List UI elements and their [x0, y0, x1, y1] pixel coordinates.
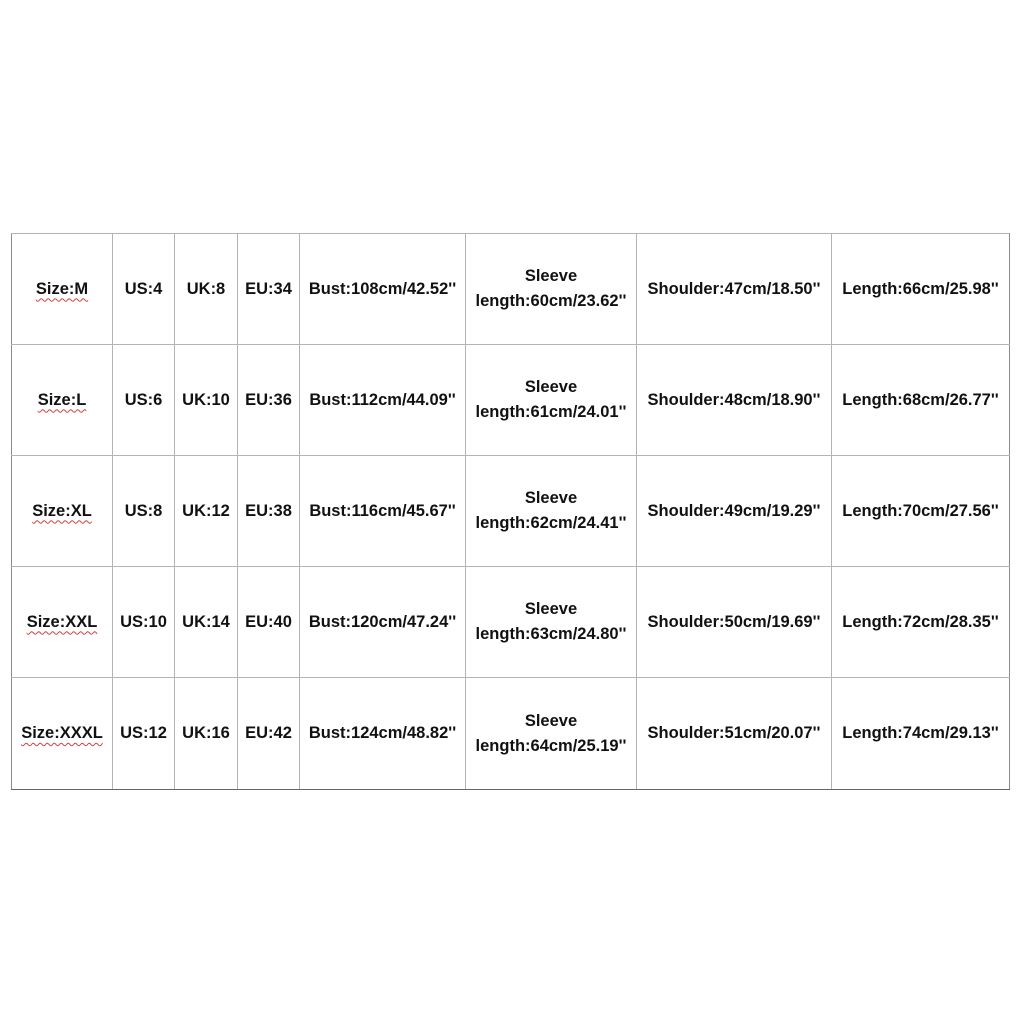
sleeve-label-line: Sleeve: [524, 489, 578, 507]
size-row-l: [12, 345, 1010, 456]
length-cell: Length:72cm/28.35'': [832, 567, 1010, 678]
bust-cell: Bust:108cm/42.52'': [300, 234, 466, 345]
size-row-xxl: [12, 567, 1010, 678]
sleeve-label-line: Sleeve: [524, 267, 578, 285]
sleeve-value-line: length:61cm/24.01'': [475, 403, 627, 421]
size-chart-table: [11, 233, 1010, 790]
sleeve-value-line: length:62cm/24.41'': [475, 514, 627, 532]
size-label: Size:M: [35, 279, 89, 298]
eu-size-cell: EU:40: [238, 567, 300, 678]
sleeve-value-line: length:64cm/25.19'': [475, 736, 627, 755]
sleeve-label-line: Sleeve: [524, 378, 578, 396]
size-cell: [12, 345, 113, 456]
size-cell: [12, 567, 113, 678]
size-cell: [12, 678, 113, 790]
us-size-cell: US:8: [113, 456, 175, 567]
shoulder-cell: Shoulder:47cm/18.50'': [637, 234, 832, 345]
uk-size-cell: UK:8: [175, 234, 238, 345]
length-cell: Length:70cm/27.56'': [832, 456, 1010, 567]
size-label: Size:L: [37, 390, 87, 409]
length-cell: Length:66cm/25.98'': [832, 234, 1010, 345]
shoulder-cell: Shoulder:49cm/19.29'': [637, 456, 832, 567]
shoulder-cell: Shoulder:50cm/19.69'': [637, 567, 832, 678]
shoulder-cell: Shoulder:48cm/18.90'': [637, 345, 832, 456]
sleeve-value-line: length:63cm/24.80'': [475, 625, 627, 643]
size-label: Size:XL: [32, 501, 92, 520]
sleeve-label-line: Sleeve: [524, 600, 578, 618]
us-size-cell: US:6: [113, 345, 175, 456]
bust-cell: Bust:120cm/47.24'': [300, 567, 466, 678]
sleeve-length-cell: [466, 234, 637, 345]
uk-size-cell: UK:16: [175, 678, 238, 790]
bust-cell: Bust:124cm/48.82'': [300, 678, 466, 790]
size-cell: [12, 234, 113, 345]
length-cell: Length:68cm/26.77'': [832, 345, 1010, 456]
sleeve-value-line: length:60cm/23.62'': [475, 292, 627, 310]
bust-cell: Bust:112cm/44.09'': [300, 345, 466, 456]
size-label: Size:XXL: [26, 612, 98, 631]
sleeve-length-cell: [466, 567, 637, 678]
us-size-cell: US:12: [113, 678, 175, 790]
eu-size-cell: EU:42: [238, 678, 300, 790]
size-label: Size:XXXL: [21, 724, 103, 742]
us-size-cell: US:4: [113, 234, 175, 345]
shoulder-cell: Shoulder:51cm/20.07'': [637, 678, 832, 790]
uk-size-cell: UK:14: [175, 567, 238, 678]
length-cell: Length:74cm/29.13'': [832, 678, 1010, 790]
size-row-xxxl: [12, 678, 1010, 790]
eu-size-cell: EU:36: [238, 345, 300, 456]
size-cell: [12, 456, 113, 567]
uk-size-cell: UK:12: [175, 456, 238, 567]
eu-size-cell: EU:38: [238, 456, 300, 567]
size-row-m: [12, 234, 1010, 345]
us-size-cell: US:10: [113, 567, 175, 678]
sleeve-length-cell: [466, 678, 637, 790]
sleeve-length-cell: [466, 456, 637, 567]
sleeve-length-cell: [466, 345, 637, 456]
size-row-xl: [12, 456, 1010, 567]
sleeve-label-line: Sleeve: [524, 711, 578, 730]
uk-size-cell: UK:10: [175, 345, 238, 456]
eu-size-cell: EU:34: [238, 234, 300, 345]
bust-cell: Bust:116cm/45.67'': [300, 456, 466, 567]
